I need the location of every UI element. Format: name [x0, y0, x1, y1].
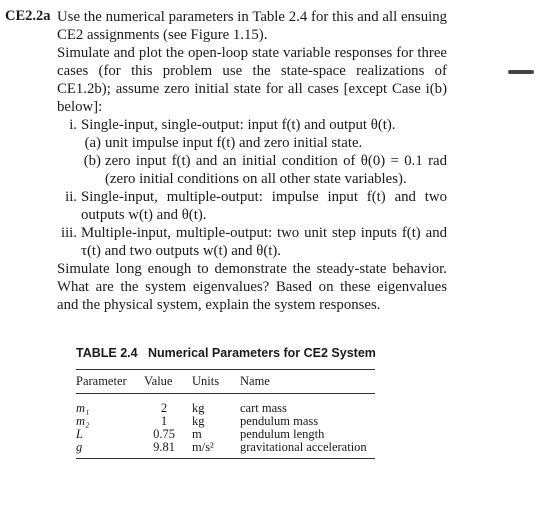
table-row — [76, 441, 375, 459]
param-name: pendulum mass — [240, 414, 319, 428]
table-caption — [76, 345, 376, 361]
param-symbol: m₂ — [76, 414, 90, 428]
problem-task: Simulate and plot the open-loop state variable responses for three cases (for this problem use the state-space realizations of CE1.2b); assume zero initial state for all cases [except Case i(b) below]: — [57, 45, 447, 115]
problem-intro: Use the numerical parameters in Table 2.4 for this and all ensuing CE2 assignments (see Figure 1.15). — [57, 9, 447, 43]
param-symbol: L — [76, 427, 83, 441]
param-value: 2 — [160, 401, 168, 415]
table-row — [76, 394, 375, 416]
param-name: pendulum length — [240, 427, 325, 441]
case-i — [57, 116, 447, 188]
case-text: Multiple-input, multiple-output: two unit step inputs f(t) and τ(t) and two outputs w(t) and θ(t). — [81, 225, 447, 259]
table-header-row — [76, 370, 375, 394]
param-symbol: g — [76, 440, 83, 454]
parameter-table-block — [76, 345, 376, 459]
param-units: kg — [192, 414, 205, 428]
table-row — [76, 415, 375, 428]
subcase-text: zero input f(t) and an initial condition of θ(0) = 0.1 rad (zero initial conditions on all other state variables). — [105, 153, 447, 187]
case-text: Single-input, single-output: input f(t) and output θ(t). — [81, 117, 396, 133]
problem-id: CE2.2a — [5, 8, 51, 24]
table-label: TABLE 2.4 — [76, 346, 138, 360]
header-value: Value — [144, 374, 173, 388]
param-units: m — [192, 427, 202, 441]
subcase-number: (a) — [84, 135, 101, 151]
case-number: iii. — [60, 225, 77, 241]
case-i-a — [81, 134, 447, 152]
table-title: Numerical Parameters for CE2 System — [148, 346, 376, 360]
case-ii — [57, 188, 447, 224]
case-number: i. — [69, 117, 77, 133]
param-name: gravitational acceleration — [240, 440, 367, 454]
problem-closing: Simulate long enough to demonstrate the steady-state behavior. What are the system eigenvalues? Based on these eigenvalues and the physical system, explain the system responses. — [57, 261, 447, 313]
param-value: 0.75 — [153, 427, 175, 441]
header-parameter: Parameter — [76, 374, 127, 388]
subcase-number: (b) — [83, 153, 101, 169]
parameter-table — [76, 369, 375, 459]
param-value: 1 — [160, 414, 168, 428]
param-value: 9.81 — [153, 440, 175, 454]
case-iii — [57, 224, 447, 260]
margin-mark — [508, 70, 534, 74]
param-name: cart mass — [240, 401, 287, 415]
header-name: Name — [240, 374, 270, 388]
case-list — [57, 116, 447, 260]
header-units: Units — [192, 374, 220, 388]
problem-body — [57, 8, 447, 314]
case-i-b — [81, 152, 447, 188]
case-number: ii. — [65, 189, 77, 205]
param-units: kg — [192, 401, 205, 415]
subcase-text: unit impulse input f(t) and zero initial state. — [105, 135, 363, 151]
param-units: m/s² — [192, 440, 214, 454]
param-symbol: m₁ — [76, 401, 90, 415]
case-text: Single-input, multiple-output: impulse input f(t) and two outputs w(t) and θ(t). — [81, 189, 447, 223]
